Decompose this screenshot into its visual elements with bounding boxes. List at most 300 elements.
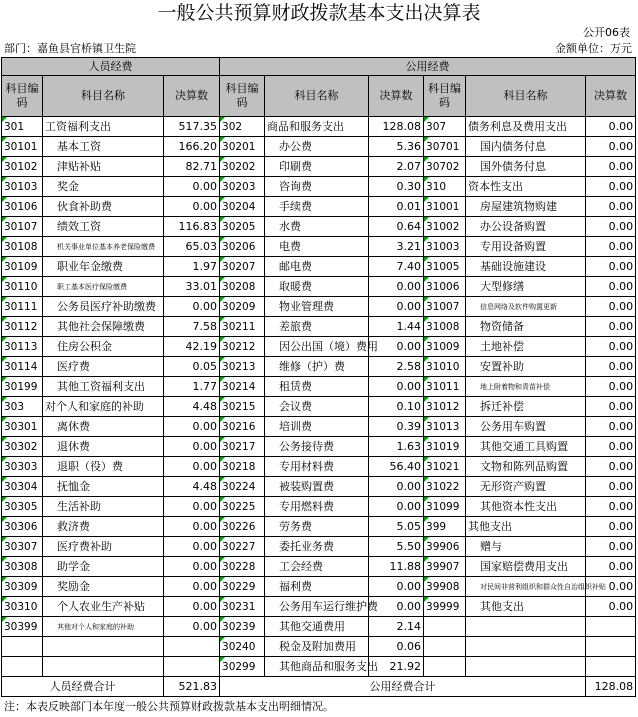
amount-cell: [586, 617, 636, 637]
table-row: [2, 257, 636, 277]
code-cell: 30214: [220, 377, 265, 397]
table-row: [2, 557, 636, 577]
code-cell: 302: [220, 117, 265, 137]
code-cell: 30206: [220, 237, 265, 257]
amount-cell: 0.00: [369, 577, 424, 597]
code-header: 科目编码: [220, 76, 265, 117]
amount-cell: 128.08: [369, 117, 424, 137]
table-row: [2, 277, 636, 297]
amount-cell: [586, 657, 636, 677]
amount-cell: 0.39: [369, 417, 424, 437]
department-label: 部门：嘉鱼县官桥镇卫生院: [4, 42, 136, 55]
amount-cell: 0.00: [164, 417, 220, 437]
name-cell: 抚恤金: [43, 477, 164, 497]
personnel-expense-header: 人员经费: [2, 58, 220, 76]
name-cell: 差旅费: [265, 317, 369, 337]
code-cell: 30114: [2, 357, 43, 377]
code-cell: 31007: [424, 297, 466, 317]
code-cell: 30310: [2, 597, 43, 617]
code-cell: 30307: [2, 537, 43, 557]
amount-header: 决算数: [586, 76, 636, 117]
table-row: [2, 397, 636, 417]
form-number: 公开06表: [583, 26, 630, 39]
code-cell: 31019: [424, 437, 466, 457]
code-cell: [424, 617, 466, 637]
name-cell: 无形资产购置: [466, 477, 586, 497]
code-cell: 30108: [2, 237, 43, 257]
amount-cell: [586, 637, 636, 657]
code-cell: 30102: [2, 157, 43, 177]
code-cell: 30107: [2, 217, 43, 237]
page-title: 一般公共预算财政拨款基本支出决算表: [157, 2, 481, 24]
code-header: 科目编码: [424, 76, 466, 117]
amount-cell: 2.07: [369, 157, 424, 177]
code-cell: 30109: [2, 257, 43, 277]
public-total-label: 公用经费合计: [220, 677, 586, 697]
amount-cell: 0.00: [586, 177, 636, 197]
code-cell: 30110: [2, 277, 43, 297]
amount-cell: 0.00: [586, 397, 636, 417]
expenditure-table: [1, 57, 636, 697]
name-cell: 公务员医疗补助缴费: [43, 297, 164, 317]
amount-cell: 11.88: [369, 557, 424, 577]
table-row: [2, 377, 636, 397]
amount-cell: 0.64: [369, 217, 424, 237]
name-cell: 电费: [265, 237, 369, 257]
name-cell: 国家赔偿费用支出: [466, 557, 586, 577]
table-row: [2, 197, 636, 217]
name-cell: 救济费: [43, 517, 164, 537]
amount-cell: 116.83: [164, 217, 220, 237]
table-row: [2, 417, 636, 437]
amount-cell: 0.00: [164, 177, 220, 197]
name-cell: 办公设备购置: [466, 217, 586, 237]
name-cell: 委托业务费: [265, 537, 369, 557]
name-cell: 地上附着物和青苗补偿: [466, 377, 586, 397]
code-cell: 30701: [424, 137, 466, 157]
amount-cell: 0.00: [369, 377, 424, 397]
table-row: [2, 517, 636, 537]
code-cell: 30212: [220, 337, 265, 357]
code-cell: 30204: [220, 197, 265, 217]
name-cell: 其他交通工具购置: [466, 437, 586, 457]
table-row: [2, 297, 636, 317]
name-header: 科目名称: [466, 76, 586, 117]
amount-cell: 0.00: [586, 437, 636, 457]
amount-cell: 0.00: [586, 297, 636, 317]
code-cell: 39999: [424, 597, 466, 617]
name-cell: 咨询费: [265, 177, 369, 197]
code-cell: 399: [424, 517, 466, 537]
amount-cell: 0.00: [164, 437, 220, 457]
amount-cell: 0.00: [586, 157, 636, 177]
code-cell: 30226: [220, 517, 265, 537]
code-cell: 30113: [2, 337, 43, 357]
code-cell: 30103: [2, 177, 43, 197]
amount-cell: 0.00: [586, 577, 636, 597]
amount-cell: 7.58: [164, 317, 220, 337]
name-cell: 其他对个人和家庭的补助: [43, 617, 164, 637]
amount-cell: 0.00: [586, 497, 636, 517]
amount-cell: 4.48: [164, 397, 220, 417]
name-cell: 公务用车购置: [466, 417, 586, 437]
code-cell: 30304: [2, 477, 43, 497]
name-cell: 专用材料费: [265, 457, 369, 477]
name-cell: 印刷费: [265, 157, 369, 177]
name-cell: 信息网络及软件购置更新: [466, 297, 586, 317]
amount-cell: [164, 637, 220, 657]
amount-cell: 0.00: [369, 277, 424, 297]
code-cell: 31008: [424, 317, 466, 337]
table-row: [2, 617, 636, 637]
table-row: [2, 117, 636, 137]
table-row: [2, 357, 636, 377]
name-cell: 津贴补贴: [43, 157, 164, 177]
code-cell: 30225: [220, 497, 265, 517]
name-cell: 拆迁补偿: [466, 397, 586, 417]
name-cell: 物资储备: [466, 317, 586, 337]
name-cell: 手续费: [265, 197, 369, 217]
code-cell: 30202: [220, 157, 265, 177]
amount-header: 决算数: [164, 76, 220, 117]
amount-cell: 21.92: [369, 657, 424, 677]
amount-cell: 5.50: [369, 537, 424, 557]
name-cell: 机关事业单位基本养老保险缴费: [43, 237, 164, 257]
amount-cell: 0.01: [369, 197, 424, 217]
code-cell: 31012: [424, 397, 466, 417]
name-cell: 公务接待费: [265, 437, 369, 457]
code-cell: 30218: [220, 457, 265, 477]
amount-cell: 0.00: [164, 597, 220, 617]
amount-cell: 0.00: [586, 537, 636, 557]
name-cell: 文物和陈列品购置: [466, 457, 586, 477]
amount-cell: 0.00: [164, 617, 220, 637]
name-cell: [43, 657, 164, 677]
amount-cell: 0.00: [586, 357, 636, 377]
code-cell: 30211: [220, 317, 265, 337]
code-cell: 301: [2, 117, 43, 137]
code-cell: 31005: [424, 257, 466, 277]
code-cell: 30207: [220, 257, 265, 277]
table-row: [2, 537, 636, 557]
name-cell: 离休费: [43, 417, 164, 437]
name-cell: 基础设施建设: [466, 257, 586, 277]
name-cell: 专用燃料费: [265, 497, 369, 517]
amount-cell: 33.01: [164, 277, 220, 297]
code-cell: 30305: [2, 497, 43, 517]
name-cell: 医疗费补助: [43, 537, 164, 557]
amount-cell: 0.00: [164, 197, 220, 217]
amount-cell: 0.00: [586, 477, 636, 497]
table-row: [2, 157, 636, 177]
code-cell: 30309: [2, 577, 43, 597]
amount-cell: 0.00: [164, 517, 220, 537]
name-cell: 基本工资: [43, 137, 164, 157]
name-cell: 被装购置费: [265, 477, 369, 497]
code-header: 科目编码: [2, 76, 43, 117]
amount-cell: 0.00: [586, 317, 636, 337]
name-header: 科目名称: [43, 76, 164, 117]
amount-cell: 0.00: [586, 597, 636, 617]
code-cell: 30702: [424, 157, 466, 177]
name-cell: 退职（役）费: [43, 457, 164, 477]
name-cell: 其他商品和服务支出: [265, 657, 369, 677]
code-cell: 30301: [2, 417, 43, 437]
code-cell: 30203: [220, 177, 265, 197]
name-cell: 奖励金: [43, 577, 164, 597]
name-cell: [466, 617, 586, 637]
name-cell: 其他支出: [466, 597, 586, 617]
code-cell: 30101: [2, 137, 43, 157]
table-row: [2, 477, 636, 497]
name-cell: 奖金: [43, 177, 164, 197]
amount-cell: 0.00: [164, 497, 220, 517]
amount-cell: 0.00: [164, 457, 220, 477]
name-cell: 工资福利支出: [43, 117, 164, 137]
code-cell: [424, 637, 466, 657]
code-cell: 31099: [424, 497, 466, 517]
code-cell: 31003: [424, 237, 466, 257]
code-cell: 30216: [220, 417, 265, 437]
amount-cell: [164, 657, 220, 677]
amount-cell: 166.20: [164, 137, 220, 157]
amount-cell: 4.48: [164, 477, 220, 497]
code-cell: 30215: [220, 397, 265, 417]
name-cell: [466, 657, 586, 677]
table-row: [2, 337, 636, 357]
name-cell: 办公费: [265, 137, 369, 157]
code-cell: 30231: [220, 597, 265, 617]
name-cell: 对民间非营利组织和群众性自治组织补贴: [466, 577, 586, 597]
name-cell: 会议费: [265, 397, 369, 417]
amount-cell: 1.44: [369, 317, 424, 337]
name-cell: 维修（护）费: [265, 357, 369, 377]
name-cell: 医疗费: [43, 357, 164, 377]
name-cell: 专用设备购置: [466, 237, 586, 257]
name-cell: 福利费: [265, 577, 369, 597]
table-row: [2, 437, 636, 457]
public-expense-header: 公用经费: [220, 58, 636, 76]
code-cell: 30199: [2, 377, 43, 397]
amount-cell: 0.00: [164, 557, 220, 577]
table-row: [2, 637, 636, 657]
amount-cell: 0.00: [586, 137, 636, 157]
amount-cell: 0.00: [586, 257, 636, 277]
code-cell: 31021: [424, 457, 466, 477]
code-cell: 31013: [424, 417, 466, 437]
code-cell: 30213: [220, 357, 265, 377]
name-cell: 水费: [265, 217, 369, 237]
amount-cell: 2.14: [369, 617, 424, 637]
amount-cell: 0.00: [586, 197, 636, 217]
name-cell: 公务用车运行维护费: [265, 597, 369, 617]
name-cell: 其他社会保障缴费: [43, 317, 164, 337]
code-cell: [2, 657, 43, 677]
table-row: [2, 657, 636, 677]
table-row: [2, 597, 636, 617]
name-cell: 伙食补助费: [43, 197, 164, 217]
code-cell: 30399: [2, 617, 43, 637]
amount-cell: 0.00: [586, 457, 636, 477]
amount-cell: 0.00: [586, 417, 636, 437]
table-row: [2, 137, 636, 157]
totals-row: [2, 677, 636, 697]
table-row: [2, 237, 636, 257]
name-cell: [466, 637, 586, 657]
name-cell: 助学金: [43, 557, 164, 577]
amount-cell: 0.00: [586, 277, 636, 297]
code-cell: [2, 637, 43, 657]
code-cell: 30302: [2, 437, 43, 457]
table-row: [2, 497, 636, 517]
amount-cell: 42.19: [164, 337, 220, 357]
code-cell: 31022: [424, 477, 466, 497]
amount-cell: 517.35: [164, 117, 220, 137]
amount-cell: 0.00: [586, 237, 636, 257]
name-cell: 国外债务付息: [466, 157, 586, 177]
code-cell: 30209: [220, 297, 265, 317]
amount-cell: 0.00: [164, 577, 220, 597]
code-cell: 30240: [220, 637, 265, 657]
name-cell: 其他资本性支出: [466, 497, 586, 517]
code-cell: 39907: [424, 557, 466, 577]
amount-cell: 1.97: [164, 257, 220, 277]
name-cell: 商品和服务支出: [265, 117, 369, 137]
name-cell: 赠与: [466, 537, 586, 557]
name-cell: 工会经费: [265, 557, 369, 577]
name-cell: 债务利息及费用支出: [466, 117, 586, 137]
name-cell: 职业年金缴费: [43, 257, 164, 277]
personnel-total-value: 521.83: [164, 677, 220, 697]
name-cell: 生活补助: [43, 497, 164, 517]
table-row: [2, 317, 636, 337]
name-cell: [43, 637, 164, 657]
code-cell: 31006: [424, 277, 466, 297]
amount-cell: 0.00: [586, 517, 636, 537]
amount-cell: 0.00: [369, 297, 424, 317]
name-cell: 其他支出: [466, 517, 586, 537]
name-header: 科目名称: [265, 76, 369, 117]
amount-cell: 0.00: [586, 377, 636, 397]
code-cell: 30227: [220, 537, 265, 557]
amount-cell: 0.00: [164, 297, 220, 317]
code-cell: 31011: [424, 377, 466, 397]
name-cell: 其他工资福利支出: [43, 377, 164, 397]
code-cell: 303: [2, 397, 43, 417]
amount-cell: 0.00: [369, 497, 424, 517]
code-cell: [424, 657, 466, 677]
personnel-total-label: 人员经费合计: [2, 677, 164, 697]
amount-cell: 5.05: [369, 517, 424, 537]
name-cell: 安置补助: [466, 357, 586, 377]
table-row: [2, 177, 636, 197]
amount-cell: 0.00: [369, 477, 424, 497]
code-cell: 30111: [2, 297, 43, 317]
amount-cell: 0.06: [369, 637, 424, 657]
code-cell: 30217: [220, 437, 265, 457]
name-cell: 职工基本医疗保险缴费: [43, 277, 164, 297]
code-cell: 31010: [424, 357, 466, 377]
code-cell: 30112: [2, 317, 43, 337]
name-cell: 退休费: [43, 437, 164, 457]
amount-cell: 1.77: [164, 377, 220, 397]
code-cell: 30306: [2, 517, 43, 537]
code-cell: 30201: [220, 137, 265, 157]
name-cell: 对个人和家庭的补助: [43, 397, 164, 417]
amount-cell: 0.00: [369, 597, 424, 617]
name-cell: 土地补偿: [466, 337, 586, 357]
name-cell: 取暖费: [265, 277, 369, 297]
amount-cell: 7.40: [369, 257, 424, 277]
name-cell: 租赁费: [265, 377, 369, 397]
amount-cell: 0.00: [586, 117, 636, 137]
name-cell: 因公出国（境）费用: [265, 337, 369, 357]
name-cell: 物业管理费: [265, 297, 369, 317]
table-row: [2, 217, 636, 237]
amount-cell: 0.10: [369, 397, 424, 417]
name-cell: 劳务费: [265, 517, 369, 537]
amount-cell: 5.36: [369, 137, 424, 157]
amount-cell: 3.21: [369, 237, 424, 257]
amount-header: 决算数: [369, 76, 424, 117]
amount-cell: 0.30: [369, 177, 424, 197]
code-cell: 31001: [424, 197, 466, 217]
code-cell: 39908: [424, 577, 466, 597]
code-cell: 30303: [2, 457, 43, 477]
table-row: [2, 457, 636, 477]
code-cell: 30228: [220, 557, 265, 577]
name-cell: 邮电费: [265, 257, 369, 277]
amount-cell: 65.03: [164, 237, 220, 257]
name-cell: 个人农业生产补贴: [43, 597, 164, 617]
footnote: 注：本表反映部门本年度一般公共预算财政拨款基本支出明细情况。: [4, 700, 334, 713]
table-row: [2, 577, 636, 597]
code-cell: 30308: [2, 557, 43, 577]
code-cell: 31002: [424, 217, 466, 237]
name-cell: 大型修缮: [466, 277, 586, 297]
amount-cell: 1.63: [369, 437, 424, 457]
code-cell: 30205: [220, 217, 265, 237]
amount-cell: 0.00: [164, 537, 220, 557]
name-cell: 国内债务付息: [466, 137, 586, 157]
code-cell: 30106: [2, 197, 43, 217]
amount-unit-label: 金额单位：万元: [555, 42, 632, 55]
code-cell: 30224: [220, 477, 265, 497]
code-cell: 30208: [220, 277, 265, 297]
code-cell: 31009: [424, 337, 466, 357]
amount-cell: 0.00: [586, 217, 636, 237]
name-cell: 税金及附加费用: [265, 637, 369, 657]
amount-cell: 0.00: [586, 557, 636, 577]
name-cell: 资本性支出: [466, 177, 586, 197]
code-cell: 310: [424, 177, 466, 197]
code-cell: 30239: [220, 617, 265, 637]
amount-cell: 0.00: [586, 337, 636, 357]
name-cell: 住房公积金: [43, 337, 164, 357]
amount-cell: 82.71: [164, 157, 220, 177]
name-cell: 其他交通费用: [265, 617, 369, 637]
name-cell: 培训费: [265, 417, 369, 437]
code-cell: 30299: [220, 657, 265, 677]
amount-cell: 56.40: [369, 457, 424, 477]
amount-cell: 2.58: [369, 357, 424, 377]
code-cell: 307: [424, 117, 466, 137]
code-cell: 39906: [424, 537, 466, 557]
amount-cell: 0.05: [164, 357, 220, 377]
name-cell: 房屋建筑物购建: [466, 197, 586, 217]
code-cell: 30229: [220, 577, 265, 597]
amount-cell: 0.00: [369, 337, 424, 357]
